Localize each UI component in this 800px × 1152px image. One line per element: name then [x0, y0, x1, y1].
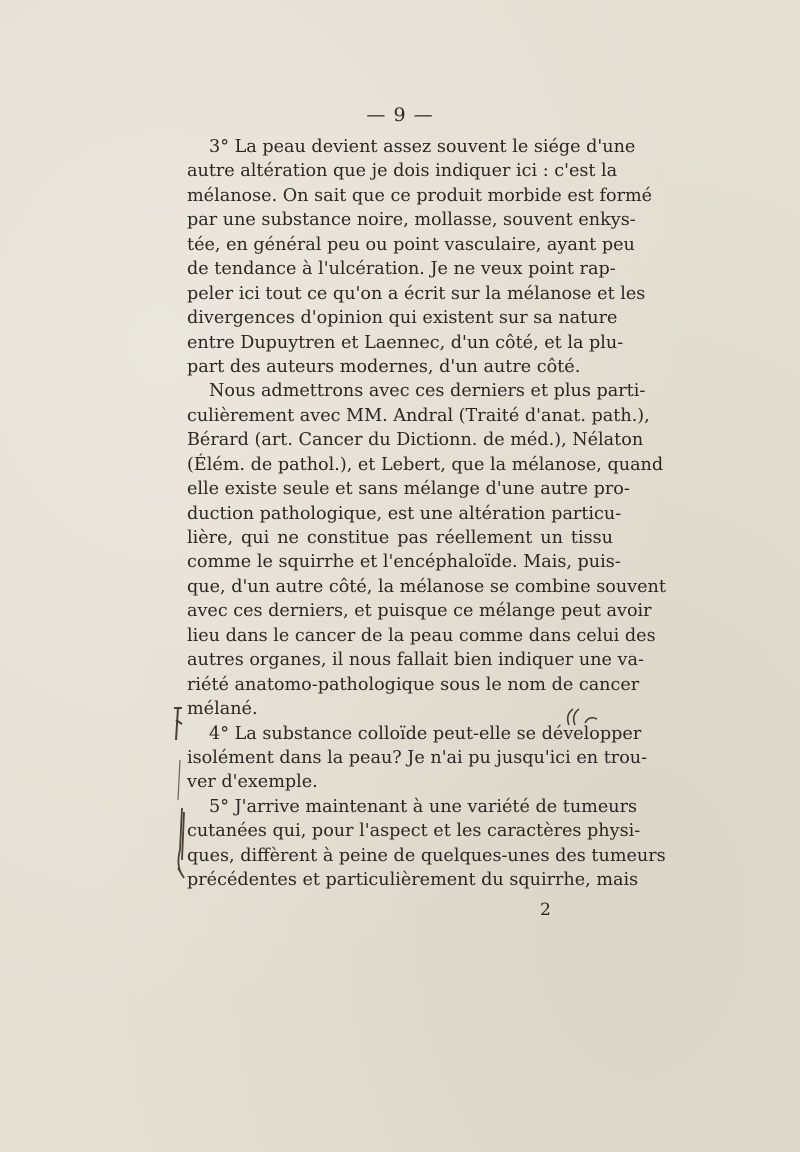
- text-line: lière, qui ne constitue pas réellement un tissu: [187, 528, 613, 548]
- text-line: divergences d'opinion qui existent sur sa nature: [187, 308, 618, 329]
- text-line: autres organes, il nous fallait bien indiquer une va-: [187, 650, 644, 671]
- text-line: 3° La peau devient assez souvent le siége d'une: [209, 137, 636, 157]
- text-line: tée, en général peu ou point vasculaire, ayant peu: [187, 234, 635, 255]
- text-line: 4° La substance colloïde peut-elle se développer: [209, 723, 642, 744]
- text-line: Bérard (art. Cancer du Dictionn. de méd.), Nélaton: [187, 430, 644, 451]
- signature-mark: 2: [540, 900, 551, 920]
- text-line: comme le squirrhe et l'encéphaloïde. Mais, puis-: [187, 552, 621, 573]
- text-line: part des auteurs modernes, d'un autre côté.: [187, 356, 581, 377]
- text-line: peler ici tout ce qu'on a écrit sur la mélanose et les: [187, 283, 646, 304]
- text-line: 5° J'arrive maintenant à une variété de tumeurs: [209, 796, 638, 817]
- pencil-margin-mark: [160, 700, 200, 890]
- text-line: de tendance à l'ulcération. Je ne veux point rap-: [187, 259, 616, 280]
- text-line: lieu dans le cancer de la peau comme dans celui des: [187, 625, 656, 646]
- text-line: avec ces derniers, et puisque ce mélange peut avoir: [187, 601, 652, 622]
- text-line: entre Dupuytren et Laennec, d'un côté, et la plu-: [187, 332, 624, 353]
- pencil-annotation-icon: [563, 705, 603, 735]
- page-number: — 9 —: [366, 104, 434, 126]
- text-line: mélanose. On sait que ce produit morbide est formé: [187, 185, 653, 206]
- text-line: ver d'exemple.: [187, 772, 318, 793]
- text-line: culièrement avec MM. Andral (Traité d'anat. path.),: [187, 405, 650, 426]
- text-line: précédentes et particulièrement du squirrhe, mais: [187, 870, 639, 891]
- text-line: (Élém. de pathol.), et Lebert, que la mélanose, quand: [187, 454, 664, 475]
- text-line: riété anatomo-pathologique sous le nom de cancer: [187, 674, 640, 695]
- text-line: ques, diffèrent à peine de quelques-unes des tumeurs: [187, 845, 666, 866]
- text-line: duction pathologique, est une altération particu-: [187, 503, 622, 524]
- text-line: cutanées qui, pour l'aspect et les caractères physi-: [187, 821, 641, 842]
- text-line: par une substance noire, mollasse, souvent enkys-: [187, 210, 636, 231]
- text-line: elle existe seule et sans mélange d'une autre pro-: [187, 479, 630, 500]
- body-text: [187, 135, 666, 893]
- text-line: autre altération que je dois indiquer ici : c'est la: [187, 161, 618, 182]
- text-line: que, d'un autre côté, la mélanose se combine souvent: [187, 576, 666, 597]
- text-line: mélané.: [187, 699, 258, 720]
- text-line: Nous admettrons avec ces derniers et plus parti-: [209, 381, 646, 402]
- text-line: isolément dans la peau? Je n'ai pu jusqu'ici en trou-: [187, 747, 648, 768]
